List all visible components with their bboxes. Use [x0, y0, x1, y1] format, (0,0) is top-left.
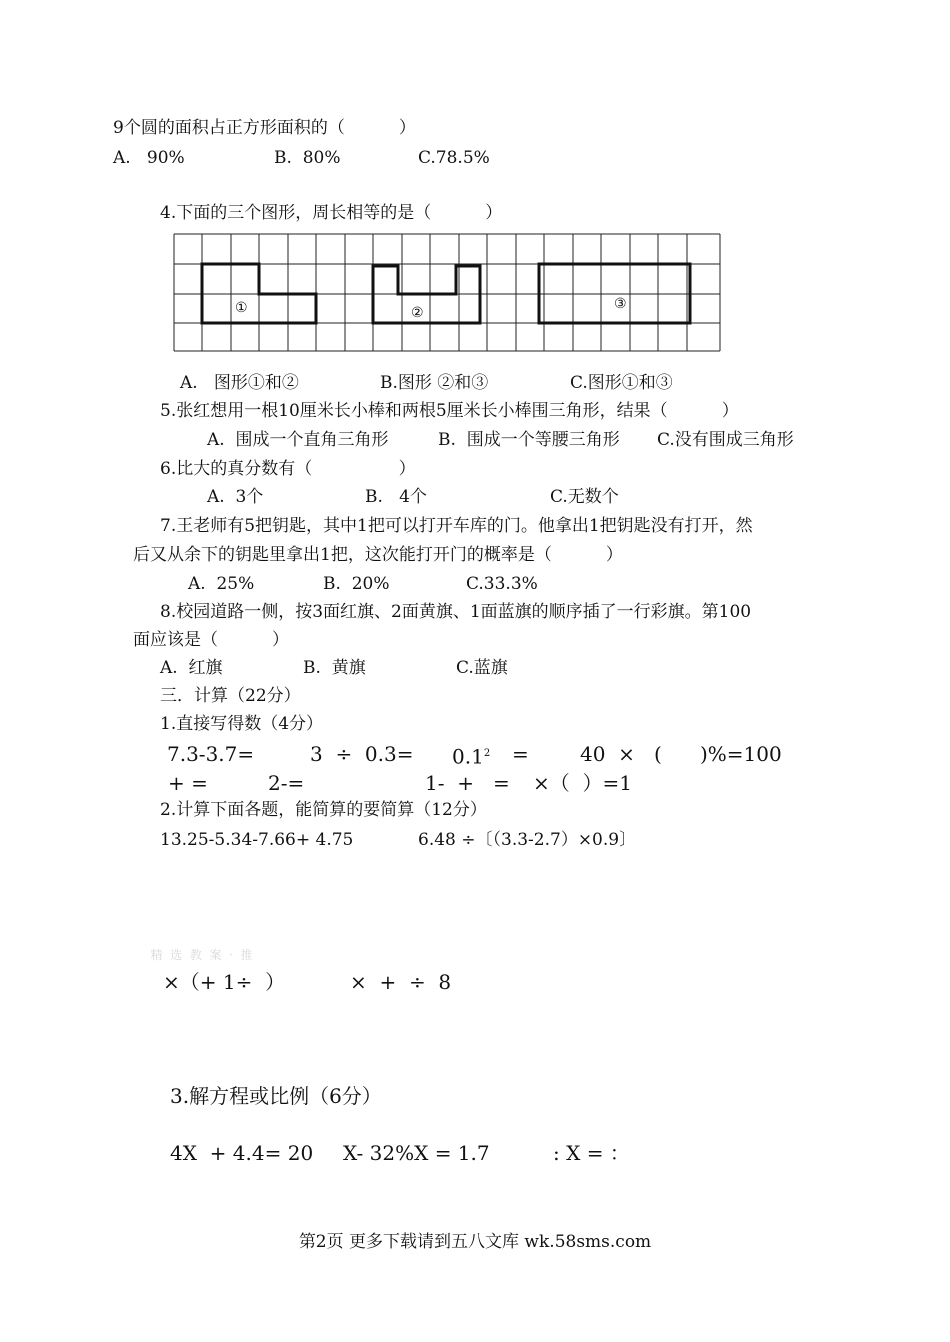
q3-option-a: A. 90%: [113, 148, 185, 168]
q7-option-b: B. 20%: [323, 574, 390, 594]
calc-5: + =: [168, 771, 208, 795]
q5-option-c: C.没有围成三角形: [657, 430, 794, 450]
section-3-title: 三．计算（22分）: [160, 686, 301, 706]
q6-text: 6.比大的真分数有（ ）: [160, 459, 416, 479]
expr-3: ×（+ 1÷ ）: [163, 970, 286, 994]
figure-2-label: ②: [411, 305, 424, 321]
equation-2: X- 32%X = 1.7: [343, 1141, 490, 1165]
figure-1-label: ①: [235, 300, 248, 316]
expr-2: 6.48 ÷〔（3.3-2.7）×0.9〕: [418, 830, 637, 850]
q3-option-c: C.78.5%: [418, 148, 490, 168]
q7-option-a: A. 25%: [188, 574, 255, 594]
q5-option-b: B. 围成一个等腰三角形: [438, 430, 620, 450]
calc-7: 1- + =: [425, 771, 510, 795]
section-3-sub-2: 2.计算下面各题，能简算的要简算（12分）: [160, 800, 487, 820]
calc-2: 3 ÷ 0.3=: [310, 742, 414, 766]
q5-text: 5.张红想用一根10厘米长小棒和两根5厘米长小棒围三角形，结果（ ）: [160, 401, 739, 421]
calc-4: 40 × ( )%=100: [580, 742, 782, 766]
faint-watermark-text: 精 选 教 案 · 推: [143, 948, 253, 962]
q3-text: 9个圆的面积占正方形面积的（ ）: [113, 118, 416, 138]
q7-line-1: 7.王老师有5把钥匙，其中1把可以打开车库的门。他拿出1把钥匙没有打开，然: [160, 516, 753, 536]
q6-option-a: A. 3个: [207, 487, 264, 507]
q8-option-b: B. 黄旗: [303, 658, 366, 678]
calc-8: ×（ ）=1: [533, 771, 632, 795]
section-3-sub-3: 3.解方程或比例（6分）: [170, 1084, 382, 1108]
equation-1: 4X + 4.4= 20: [170, 1141, 314, 1165]
q6-option-c: C.无数个: [550, 487, 619, 507]
section-3-sub-1: 1.直接写得数（4分）: [160, 714, 324, 734]
calc-3-exponent: 2: [483, 748, 491, 759]
q8-option-c: C.蓝旗: [456, 658, 508, 678]
q6-option-b: B. 4个: [365, 487, 427, 507]
figure-3-label: ③: [614, 296, 627, 312]
calc-1: 7.3-3.7=: [167, 742, 255, 766]
calc-3-equals: =: [512, 742, 529, 766]
page-footer: 第2页 更多下载请到五八文库 wk.58sms.com: [298, 1232, 652, 1252]
expr-4: × + ÷ 8: [350, 970, 452, 994]
q4-text: 4.下面的三个图形，周长相等的是（ ）: [160, 203, 503, 223]
q8-option-a: A. 红旗: [160, 658, 223, 678]
expr-1: 13.25-5.34-7.66+ 4.75: [160, 830, 354, 850]
calc-3: $0.1^2$: [452, 744, 491, 769]
q7-option-c: C.33.3%: [466, 574, 538, 594]
calc-6: 2-=: [268, 771, 305, 795]
q5-option-a: A. 围成一个直角三角形: [207, 430, 389, 450]
equation-3: : X = ：: [553, 1141, 630, 1165]
q4-option-a: A. 图形①和②: [180, 373, 299, 393]
q8-line-2: 面应该是（ ）: [133, 630, 290, 650]
q7-line-2: 后又从余下的钥匙里拿出1把，这次能打开门的概率是（ ）: [133, 545, 623, 565]
q8-line-1: 8.校园道路一侧，按3面红旗、2面黄旗、1面蓝旗的顺序插了一行彩旗。第100: [160, 602, 752, 622]
q4-option-c: C.图形①和③: [570, 373, 673, 393]
q4-option-b: B.图形 ②和③: [380, 373, 489, 393]
q3-option-b: B. 80%: [274, 148, 341, 168]
